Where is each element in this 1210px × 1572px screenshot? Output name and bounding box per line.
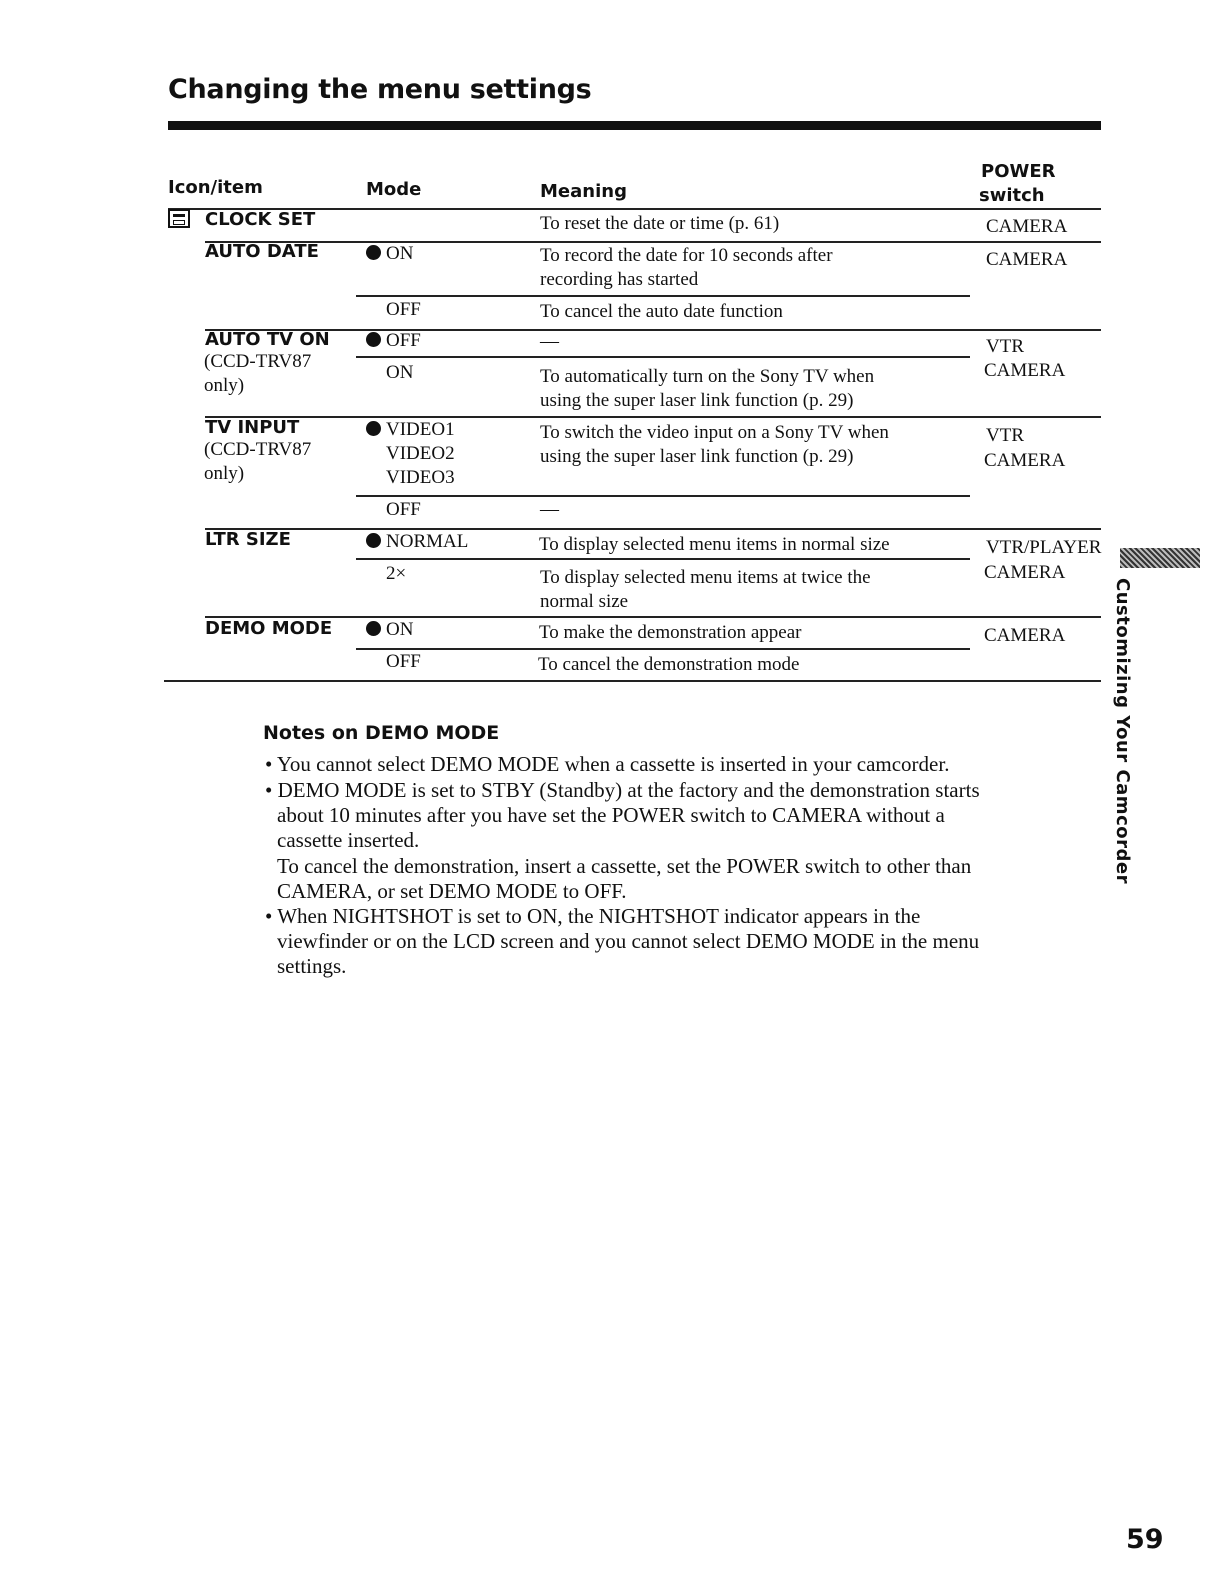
tv-input-meaning-off: — (540, 499, 559, 520)
page-title: Changing the menu settings (168, 74, 592, 105)
clock-set-meaning: To reset the date or time (p. 61) (540, 213, 780, 234)
demo-mode-power: CAMERA (984, 625, 1066, 646)
auto-tv-on-meaning-on: To automatically turn on the Sony TV when using the super laser link function (p. 29) (540, 366, 875, 411)
title-rule (168, 121, 1101, 130)
tv-input-meaning: To switch the video input on a Sony TV when using the super laser link function (p. 29) (540, 422, 889, 467)
default-bullet-icon (366, 245, 381, 260)
ltr-size-meaning-2x: To display selected menu items at twice the normal size (540, 567, 871, 612)
row-rule (356, 648, 970, 650)
tv-input-power-vtr: VTR (986, 425, 1024, 446)
note-3: • When NIGHTSHOT is set to ON, the NIGHTSHOT indicator appears in the (265, 904, 921, 928)
auto-date-mode-on: ON (366, 242, 413, 266)
ltr-size-power-camera: CAMERA (984, 562, 1066, 583)
ltr-size-power-vtr-player: VTR/PLAYER (986, 537, 1102, 558)
tv-input-mode-video3: VIDEO3 (386, 467, 455, 488)
demo-mode-mode-on: ON (366, 618, 413, 642)
note-2-cancel: To cancel the demonstration, insert a cassette, set the POWER switch to other than CAMERA, or set DEMO MODE to OFF. (277, 854, 972, 903)
notes-title: Notes on DEMO MODE (263, 722, 500, 744)
row-rule (205, 241, 1101, 243)
header-power-line2: switch (979, 185, 1045, 206)
default-bullet-icon (366, 421, 381, 436)
auto-tv-on-power-camera: CAMERA (984, 360, 1066, 381)
demo-mode-mode-off: OFF (386, 651, 421, 672)
note-3-cont: viewfinder or on the LCD screen and you cannot select DEMO MODE in the menu settings. (277, 929, 980, 978)
side-tab-label: Customizing Your Camcorder (1112, 578, 1133, 884)
note-2: • DEMO MODE is set to STBY (Standby) at the factory and the demonstration starts (265, 778, 980, 802)
side-tab-marker (1120, 548, 1200, 568)
auto-date-mode-off: OFF (386, 299, 421, 320)
auto-date-meaning-on: To record the date for 10 seconds after recording has started (540, 245, 833, 290)
row-rule (205, 528, 1101, 530)
clock-set-item: CLOCK SET (205, 209, 316, 230)
tv-input-power-camera: CAMERA (984, 450, 1066, 471)
row-rule (356, 295, 970, 297)
note-2-cont: about 10 minutes after you have set the POWER switch to CAMERA without a cassette inserted. (277, 803, 945, 852)
ltr-size-mode-2x: 2× (386, 563, 407, 584)
auto-tv-on-mode-off: OFF (366, 329, 421, 353)
tv-input-mode-video2: VIDEO2 (386, 443, 455, 464)
default-bullet-icon (366, 533, 381, 548)
auto-tv-on-item: AUTO TV ON (205, 329, 330, 350)
auto-tv-on-mode-on: ON (386, 362, 414, 383)
row-rule (356, 558, 970, 560)
demo-mode-meaning-on: To make the demonstration appear (539, 622, 802, 643)
header-mode: Mode (366, 179, 422, 200)
row-rule (205, 416, 1101, 418)
ltr-size-item: LTR SIZE (205, 529, 291, 550)
tv-input-mode-video1: VIDEO1 (366, 418, 455, 442)
auto-tv-on-power-vtr: VTR (986, 336, 1024, 357)
header-meaning: Meaning (540, 181, 627, 202)
tv-input-model-note: (CCD-TRV87 only) (204, 439, 312, 484)
default-bullet-icon (366, 621, 381, 636)
auto-tv-on-meaning-off: — (540, 331, 559, 352)
auto-date-item: AUTO DATE (205, 241, 319, 262)
auto-date-power: CAMERA (986, 249, 1068, 270)
ltr-size-mode-normal: NORMAL (366, 530, 468, 554)
row-rule (205, 616, 1101, 618)
tv-input-item: TV INPUT (205, 417, 300, 438)
clock-set-icon (168, 209, 190, 228)
ltr-size-meaning-normal: To display selected menu items in normal size (539, 534, 890, 555)
demo-mode-item: DEMO MODE (205, 618, 333, 639)
note-1: • You cannot select DEMO MODE when a cassette is inserted in your camcorder. (265, 752, 950, 776)
demo-mode-meaning-off: To cancel the demonstration mode (538, 654, 800, 675)
auto-date-meaning-off: To cancel the auto date function (540, 301, 783, 322)
header-power-line1: POWER (981, 161, 1056, 182)
header-icon-item: Icon/item (168, 177, 263, 198)
clock-set-power: CAMERA (986, 216, 1068, 237)
tv-input-mode-off: OFF (386, 499, 421, 520)
row-rule (356, 356, 970, 358)
row-rule (356, 495, 970, 497)
page-number: 59 (1126, 1524, 1164, 1555)
auto-tv-on-model-note: (CCD-TRV87 only) (204, 351, 312, 396)
default-bullet-icon (366, 332, 381, 347)
table-bottom-rule (164, 680, 1101, 682)
row-rule (205, 329, 1101, 331)
